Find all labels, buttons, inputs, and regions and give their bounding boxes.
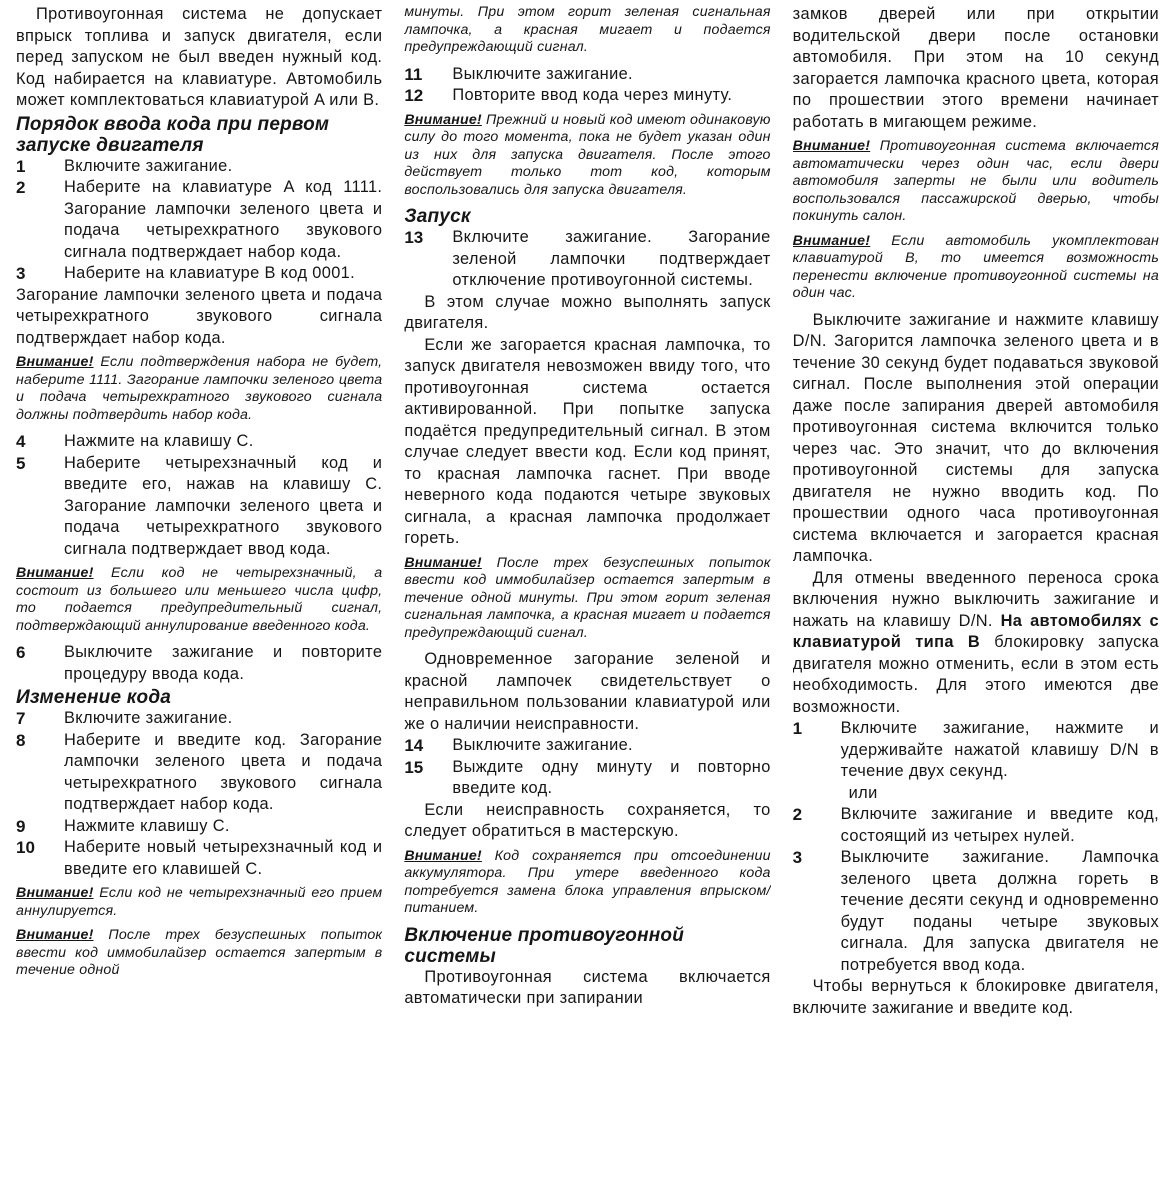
- note-4: [16, 927, 382, 980]
- note-9: [793, 233, 1159, 303]
- step-7: [16, 708, 382, 730]
- note-text: Противоугонная система включается автоматически через один час, если двери автомобиля заперты не были или водитель воспользовался пассажирской дверью, чтобы покинуть салон.: [792, 138, 1159, 224]
- step-number: 15: [404, 757, 424, 777]
- note-label: Внимание!: [792, 232, 871, 249]
- step-number: 11: [404, 64, 423, 84]
- note-continued: минуты. При этом горит зеленая сигнальная лампочка, а красная мигает и подается предупреждающий сигнал.: [404, 4, 771, 55]
- note-text: Если автомобиль укомплектован клавиатурой B, то имеется возможность перенести включение противоугонной системы на один час.: [792, 232, 1159, 301]
- step-text: Повторите ввод кода через минуту.: [452, 86, 733, 104]
- note-label: Внимание!: [16, 354, 94, 370]
- note-text: Прежний и новый код имеют одинаковую силу до того момента, пока не будет указан один из них для запуска двигателя. После этого действует только тот код, которым воспользовались для запуска двигателя.: [404, 111, 771, 198]
- option-1: [793, 718, 1159, 783]
- paragraph-part: Для отмены введенного переноса срока включения нужно выключить зажигание и нажать на клавишу D/N.: [792, 568, 1159, 630]
- step-text: Нажмите клавишу C.: [64, 816, 230, 835]
- step-text: Наберите на клавиатуре A код 1111. Загорание лампочки зеленого цвета и подача четырехкратного звукового сигнала подтверждает набор кода.: [64, 178, 383, 261]
- note-text: После трех безуспешных попыток ввести код иммобилайзер остается запертым в течение одной: [16, 927, 383, 978]
- step-number: 5: [16, 453, 26, 473]
- paragraph: Противоугонная система включается автоматически при запирании: [404, 967, 771, 1007]
- column-3: [793, 0, 1159, 1200]
- step-text: Выключите зажигание.: [452, 736, 633, 754]
- note-3: [16, 885, 382, 920]
- or-label: или: [848, 783, 878, 802]
- heading-start: Запуск: [404, 206, 471, 227]
- note-2: [16, 565, 382, 635]
- paragraph: В этом случае можно выполнять запуск двигателя.: [404, 292, 771, 332]
- step-text: Наберите на клавиатуре B код 0001.: [64, 264, 356, 282]
- option-text: Включите зажигание, нажмите и удерживайте нажатой клавишу D/N в течение двух секунд.: [840, 719, 1159, 780]
- step-3: [16, 263, 382, 285]
- step-text: Выключите зажигание.: [452, 64, 633, 83]
- step-number: 7: [16, 709, 26, 728]
- step-text: Выключите зажигание и повторите процедуру ввода кода.: [64, 643, 383, 683]
- option-number: 1: [792, 719, 803, 738]
- step-text: Наберите и введите код. Загорание лампочки зеленого цвета и подача четырехкратного звукового сигнала подтверждает набор кода.: [64, 730, 383, 813]
- step-number: 1: [16, 156, 26, 176]
- step-text: Нажмите на клавишу C.: [64, 432, 254, 450]
- step-9: [16, 816, 382, 838]
- note-label: Внимание!: [404, 847, 482, 864]
- step-number: 2: [16, 178, 26, 197]
- step-2: [16, 177, 382, 263]
- note-label: Внимание!: [404, 111, 482, 128]
- note-1: [16, 354, 382, 424]
- column-1: [16, 0, 382, 1200]
- paragraph: [793, 568, 1159, 719]
- step-number: 4: [16, 432, 26, 451]
- step-4: [16, 431, 382, 453]
- option-number: 2: [792, 805, 803, 824]
- note-5: [404, 112, 770, 200]
- paragraph: Одновременное загорание зеленой и красной лампочек свидетельствует о неправильном пользовании клавиатурой или же о наличии неисправности.: [404, 650, 771, 733]
- step-3-continued: Загорание лампочки зеленого цвета и подача четырехкратного звукового сигнала подтверждает набор кода.: [16, 285, 383, 347]
- step-5: [16, 453, 382, 561]
- step-text: Наберите четырехзначный код и введите его, нажав на клавишу C. Загорание лампочки зеленого цвета и подача четырехкратного звукового сигнала подтверждает ввод кода.: [64, 453, 383, 558]
- step-number: 14: [404, 736, 424, 755]
- note-label: Внимание!: [792, 138, 871, 154]
- note-text: Код сохраняется при отсоединении аккумулятора. При утере введенного кода потребуется замена блока управления впрыском/питанием.: [404, 847, 771, 916]
- note-text: После трех безуспешных попыток ввести код иммобилайзер остается запертым в течение одной минуты. При этом горит зеленая сигнальная лампочка, а красная мигает и подается предупреждающий сигнал.: [404, 554, 771, 641]
- step-15: [404, 757, 770, 800]
- step-text: Включите зажигание.: [64, 709, 233, 727]
- paragraph-continued: замков дверей или при открытии водительской двери после остановки автомобиля. При этом на 10 секунд загорается лампочка красного цвета, которая по прошествии этого времени начинает работать в мигающем режиме.: [792, 5, 1159, 131]
- heading-first-start: Порядок ввода кода при первом запуске двигателя: [16, 113, 330, 156]
- step-12: [404, 85, 770, 107]
- intro-paragraph: Противоугонная система не допускает впрыск топлива и запуск двигателя, если перед запуском не был введен нужный код. Код набирается на клавиатуре. Автомобиль может комплектоваться клавиатурой A или B.: [16, 5, 383, 109]
- option-2: [793, 804, 1159, 847]
- note-text: Если код не четырехзначный, а состоит из большего или меньшего числа цифр, то подается предупредительный сигнал, подтверждающий аннулирование введенного кода.: [16, 565, 383, 634]
- step-1: [16, 156, 382, 178]
- step-text: Выждите одну минуту и повторно введите код.: [452, 757, 771, 797]
- note-6: [404, 555, 770, 643]
- note-8: [793, 138, 1159, 226]
- paragraph: Выключите зажигание и нажмите клавишу D/N. Загорится лампочка зеленого цвета и в течение 30 секунд будет подаваться звуковой сигнал. После выполнения этой операции даже после запирания дверей автомобиля противоугонная система включится только через час. Это значит, что до включения противоугонной системы для запуска двигателя не нужно вводить код. По прошествии одного часа противоугонная система включается и загорается красная лампочка.: [792, 310, 1159, 565]
- step-number: 3: [16, 264, 26, 283]
- option-3: [793, 847, 1159, 976]
- note-label: Внимание!: [16, 885, 94, 901]
- heading-enable: Включение противоугонной системы: [404, 924, 685, 967]
- paragraph-part: блокировку запуска двигателя можно отменить, если в этом есть необходимость. Для этого имеются две возможности.: [792, 633, 1159, 716]
- step-number: 6: [16, 643, 26, 662]
- option-text: Включите зажигание и введите код, состоящий из четырех нулей.: [840, 805, 1159, 845]
- step-6: [16, 642, 382, 685]
- paragraph: Чтобы вернуться к блокировке двигателя, включите зажигание и введите код.: [792, 977, 1159, 1017]
- heading-change-code: Изменение кода: [16, 687, 172, 708]
- paragraph: Если же загорается красная лампочка, то запуск двигателя невозможен ввиду того, что противоугонная система остается активированной. При попытке запуска подаётся предупредительный сигнал. В этом случае следует ввести код. Если код принят, то красная лампочка гаснет. При вводе неверного кода подаются четыре звуковых сигнала, а красная лампочка продолжает гореть.: [404, 335, 771, 547]
- step-number: 10: [16, 838, 35, 857]
- step-number: 12: [404, 86, 424, 105]
- step-text: Включите зажигание. Загорание зеленой лампочки подтверждает отключение противоугонной системы.: [452, 228, 771, 289]
- note-label: Внимание!: [404, 554, 482, 571]
- option-text: Выключите зажигание. Лампочка зеленого цвета должна гореть в течение десяти секунд и одновременно будут поданы четыре звуковых сигнала. Для запуска двигателя не потребуется ввод кода.: [840, 848, 1159, 974]
- note-label: Внимание!: [16, 565, 94, 581]
- step-text: Включите зажигание.: [64, 156, 233, 175]
- step-8: [16, 730, 382, 816]
- column-2: [404, 0, 770, 1200]
- step-14: [404, 735, 770, 757]
- step-number: 13: [404, 228, 424, 247]
- step-13: [404, 227, 770, 292]
- note-7: [404, 848, 770, 918]
- step-text: Наберите новый четырехзначный код и введите его клавишей C.: [64, 838, 383, 878]
- note-label: Внимание!: [16, 927, 94, 943]
- step-number: 8: [16, 730, 26, 750]
- paragraph-bold-part: На автомобилях с клавиатурой типа B: [792, 611, 1159, 651]
- paragraph: Если неисправность сохраняется, то следует обратиться в мастерскую.: [404, 800, 771, 840]
- option-number: 3: [792, 848, 803, 867]
- step-11: [404, 64, 770, 86]
- note-text: Если подтверждения набора не будет, наберите 1111. Загорание лампочки зеленого цвета и подача четырехкратного звукового сигнала должны подтвердить набор кода.: [16, 354, 383, 423]
- step-10: [16, 837, 382, 880]
- note-text: Если код не четырехзначный его прием аннулируется.: [16, 885, 383, 919]
- step-number: 9: [16, 816, 26, 836]
